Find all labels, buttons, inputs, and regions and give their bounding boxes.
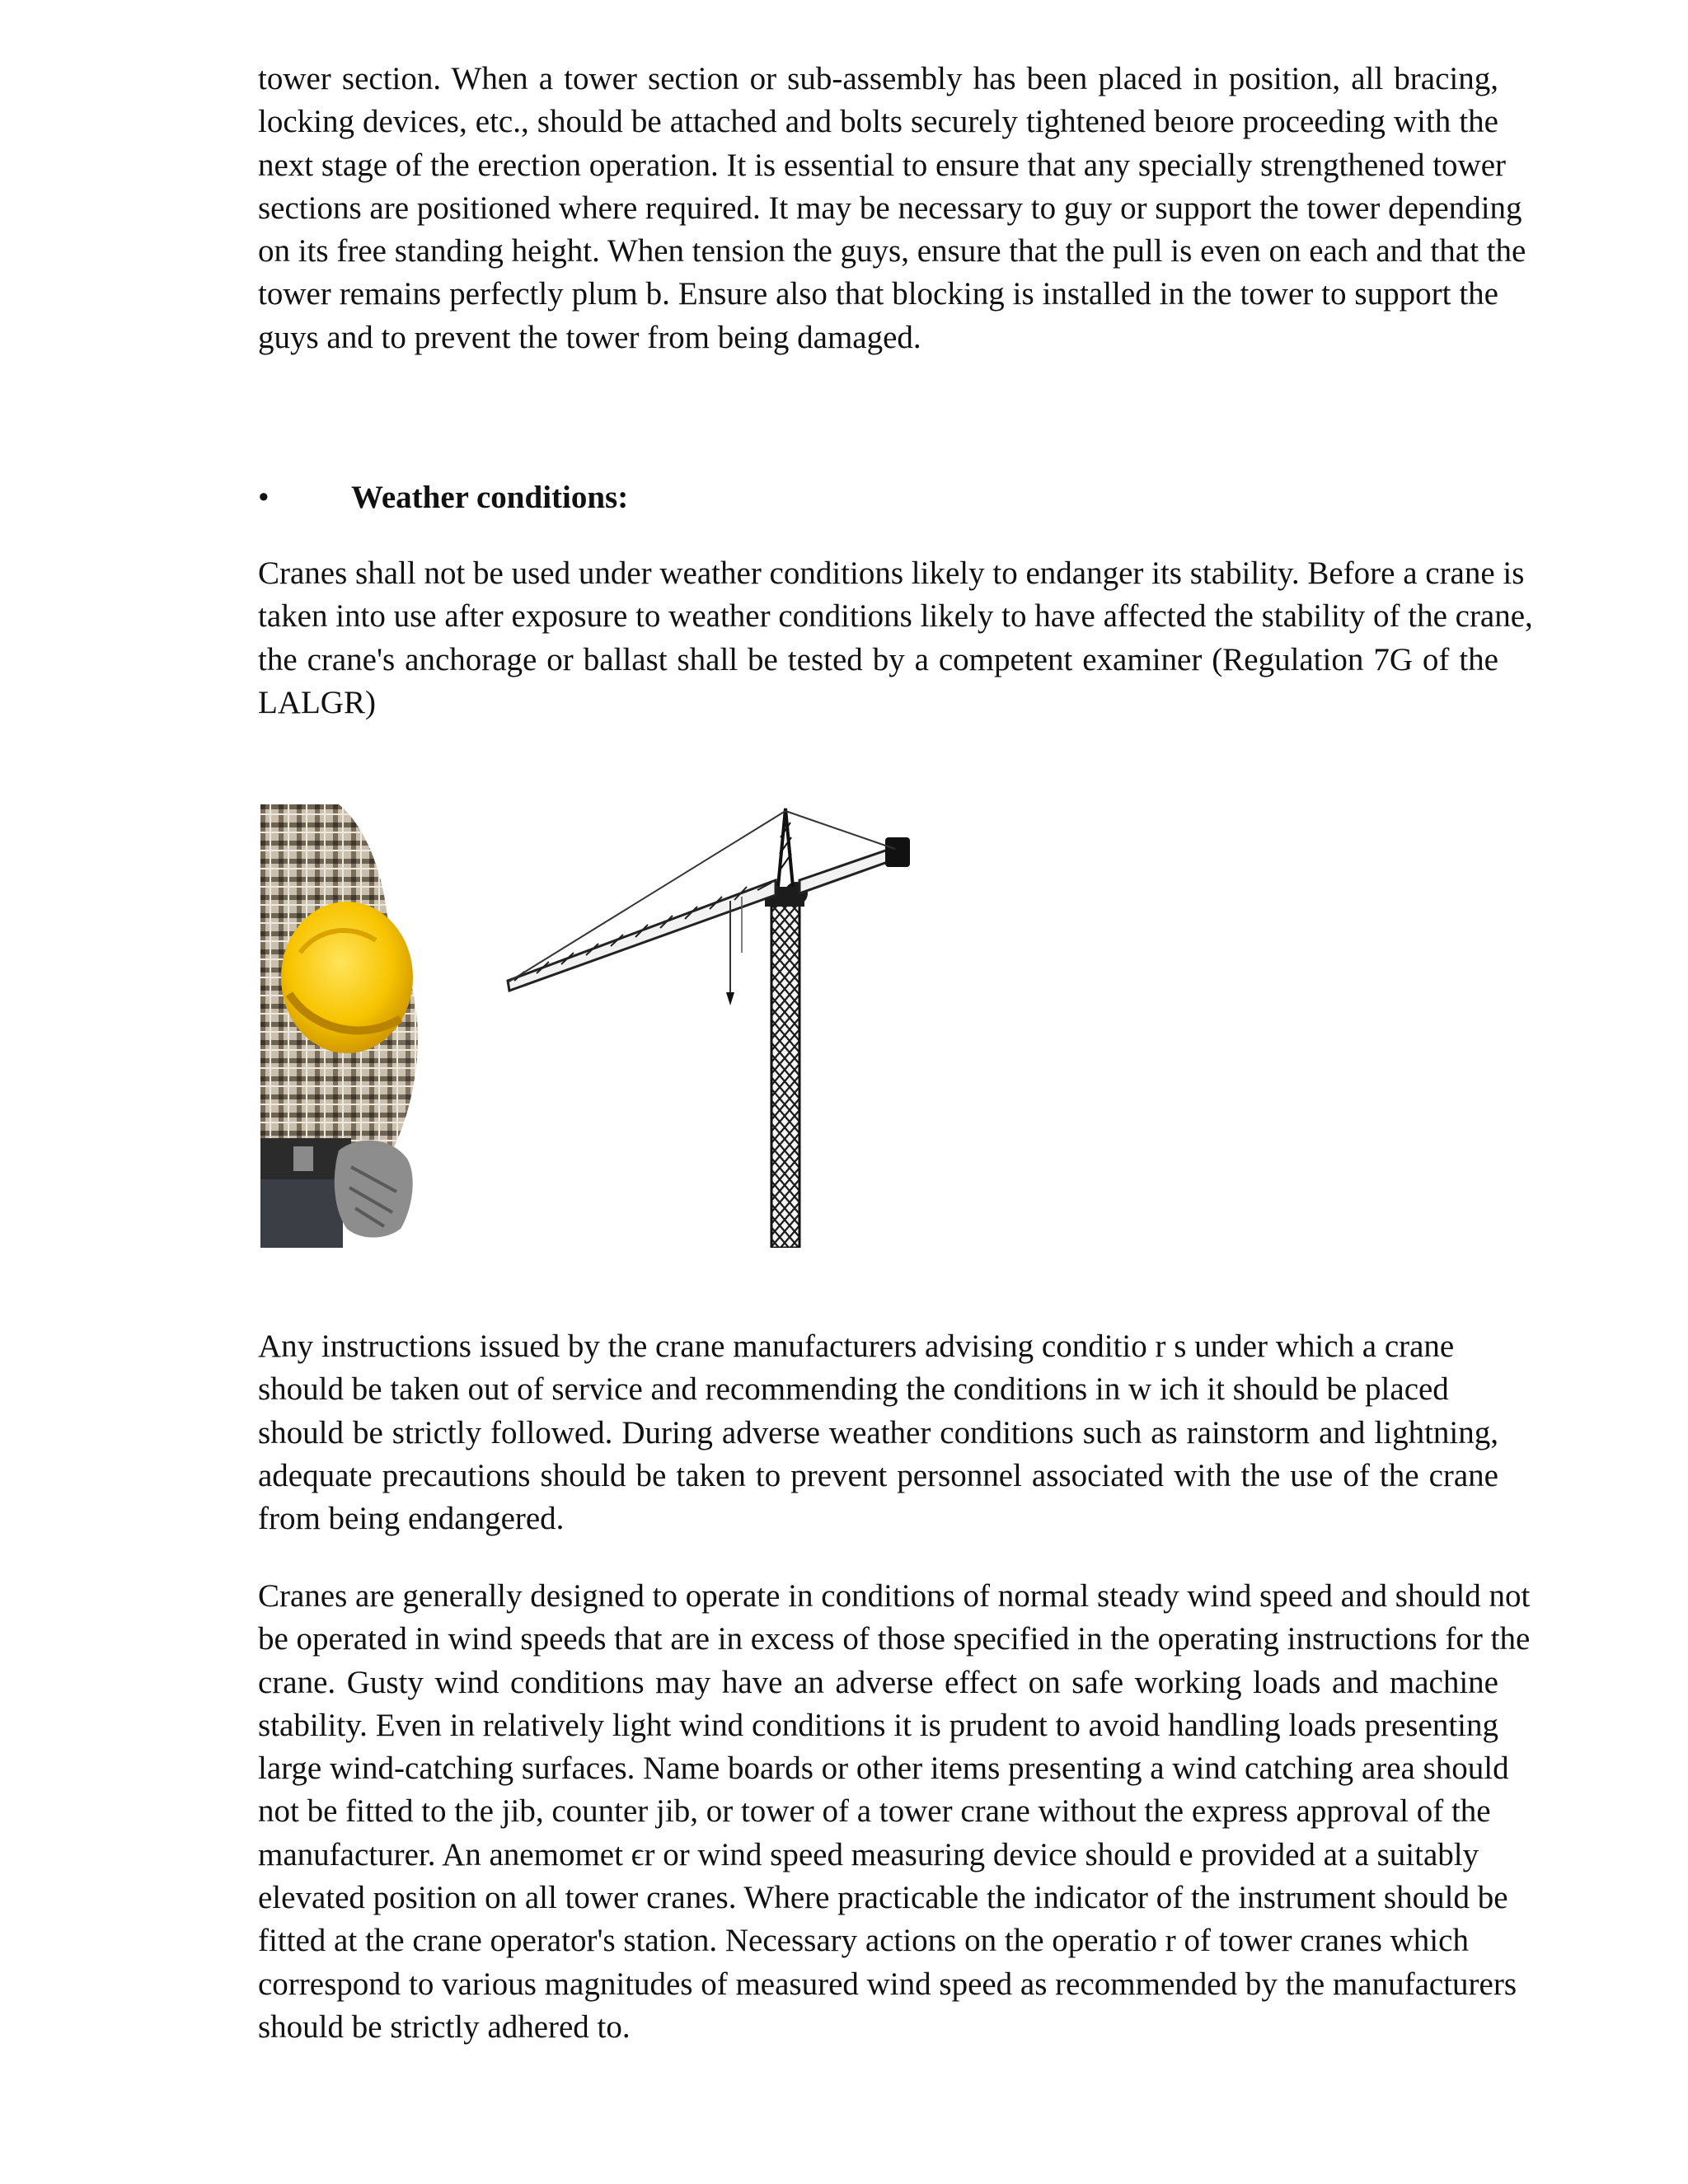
paragraph-weather-stability bbox=[258, 552, 1533, 724]
paragraph-line: correspond to various magnitudes of measured wind speed as recommended by the manufacturers bbox=[258, 1966, 1517, 2002]
paragraph-line: should be taken out of service and recommending the conditions in w ich it should be placed bbox=[258, 1371, 1449, 1408]
paragraph-line: should be strictly followed. During adverse weather conditions such as rainstorm and lightning, bbox=[258, 1414, 1498, 1451]
paragraph-line: taken into use after exposure to weather conditions likely to have affected the stability of the crane, bbox=[258, 598, 1533, 635]
paragraph-wind-speed bbox=[258, 1575, 1531, 2049]
paragraph-line: fitted at the crane operator's station. Necessary actions on the operatio r of tower cranes which bbox=[258, 1923, 1469, 1959]
paragraph-line: Cranes are generally designed to operate in conditions of normal steady wind speed and should not bbox=[258, 1578, 1531, 1614]
paragraph-line: manufacturer. An anemomet ϵr or wind speed measuring device should e provided at a suitably bbox=[258, 1836, 1479, 1872]
paragraph-line: LALGR) bbox=[258, 684, 376, 720]
paragraph-line: on its free standing height. When tension the guys, ensure that the pull is even on each and that the bbox=[258, 233, 1526, 269]
paragraph-line: elevated position on all tower cranes. Where practicable the indicator of the instrument should be bbox=[258, 1880, 1508, 1916]
paragraph-line: stability. Even in relatively light wind conditions it is prudent to avoid handling loads presenting bbox=[258, 1707, 1498, 1743]
paragraph-line: be operated in wind speeds that are in excess of those specified in the operating instructions for the bbox=[258, 1621, 1531, 1657]
paragraph-line: guys and to prevent the tower from being damaged. bbox=[258, 319, 921, 355]
paragraph-line: the crane's anchorage or ballast shall be tested by a competent examiner (Regulation 7G of the bbox=[258, 641, 1498, 677]
paragraph-line: should be strictly adhered to. bbox=[258, 2008, 631, 2045]
paragraph-line: next stage of the erection operation. It is essential to ensure that any specially strengthened tower bbox=[258, 147, 1506, 183]
paragraph-line: Any instructions issued by the crane manufacturers advising conditio r s under which a crane bbox=[258, 1329, 1455, 1364]
paragraph-line: adequate precautions should be taken to prevent personnel associated with the use of the crane bbox=[258, 1457, 1498, 1493]
paragraph-line: tower section. When a tower section or sub-assembly has been placed in position, all bracing, bbox=[258, 61, 1498, 96]
paragraph-tower-erection bbox=[258, 58, 1526, 359]
paragraph-line: from being endangered. bbox=[258, 1501, 565, 1537]
paragraph-line: tower remains perfectly plum b. Ensure also that blocking is installed in the tower to support the bbox=[258, 276, 1498, 312]
section-heading: Weather conditions: bbox=[351, 480, 629, 515]
paragraph-line: large wind-catching surfaces. Name boards or other items presenting a wind catching area should bbox=[258, 1750, 1509, 1787]
paragraph-line: locking devices, etc., should be attached and bolts securely tightened beıore proceeding with the bbox=[258, 104, 1498, 140]
paragraph-line: sections are positioned where required. It may be necessary to guy or support the tower depending bbox=[258, 190, 1522, 226]
paragraph-line: not be fitted to the jib, counter jib, or tower of a tower crane without the express approval of the bbox=[258, 1793, 1491, 1830]
paragraph-line: Cranes shall not be used under weather conditions likely to endanger its stability. Before a crane is bbox=[258, 555, 1525, 591]
paragraph-line: crane. Gusty wind conditions may have an adverse effect on safe working loads and machine bbox=[258, 1664, 1498, 1700]
worker-with-hard-hat-and-tower-crane-icon bbox=[260, 804, 921, 1248]
bullet-symbol: • bbox=[258, 480, 270, 515]
worker-and-crane-image bbox=[260, 804, 921, 1248]
paragraph-manufacturer-instructions bbox=[258, 1325, 1498, 1540]
